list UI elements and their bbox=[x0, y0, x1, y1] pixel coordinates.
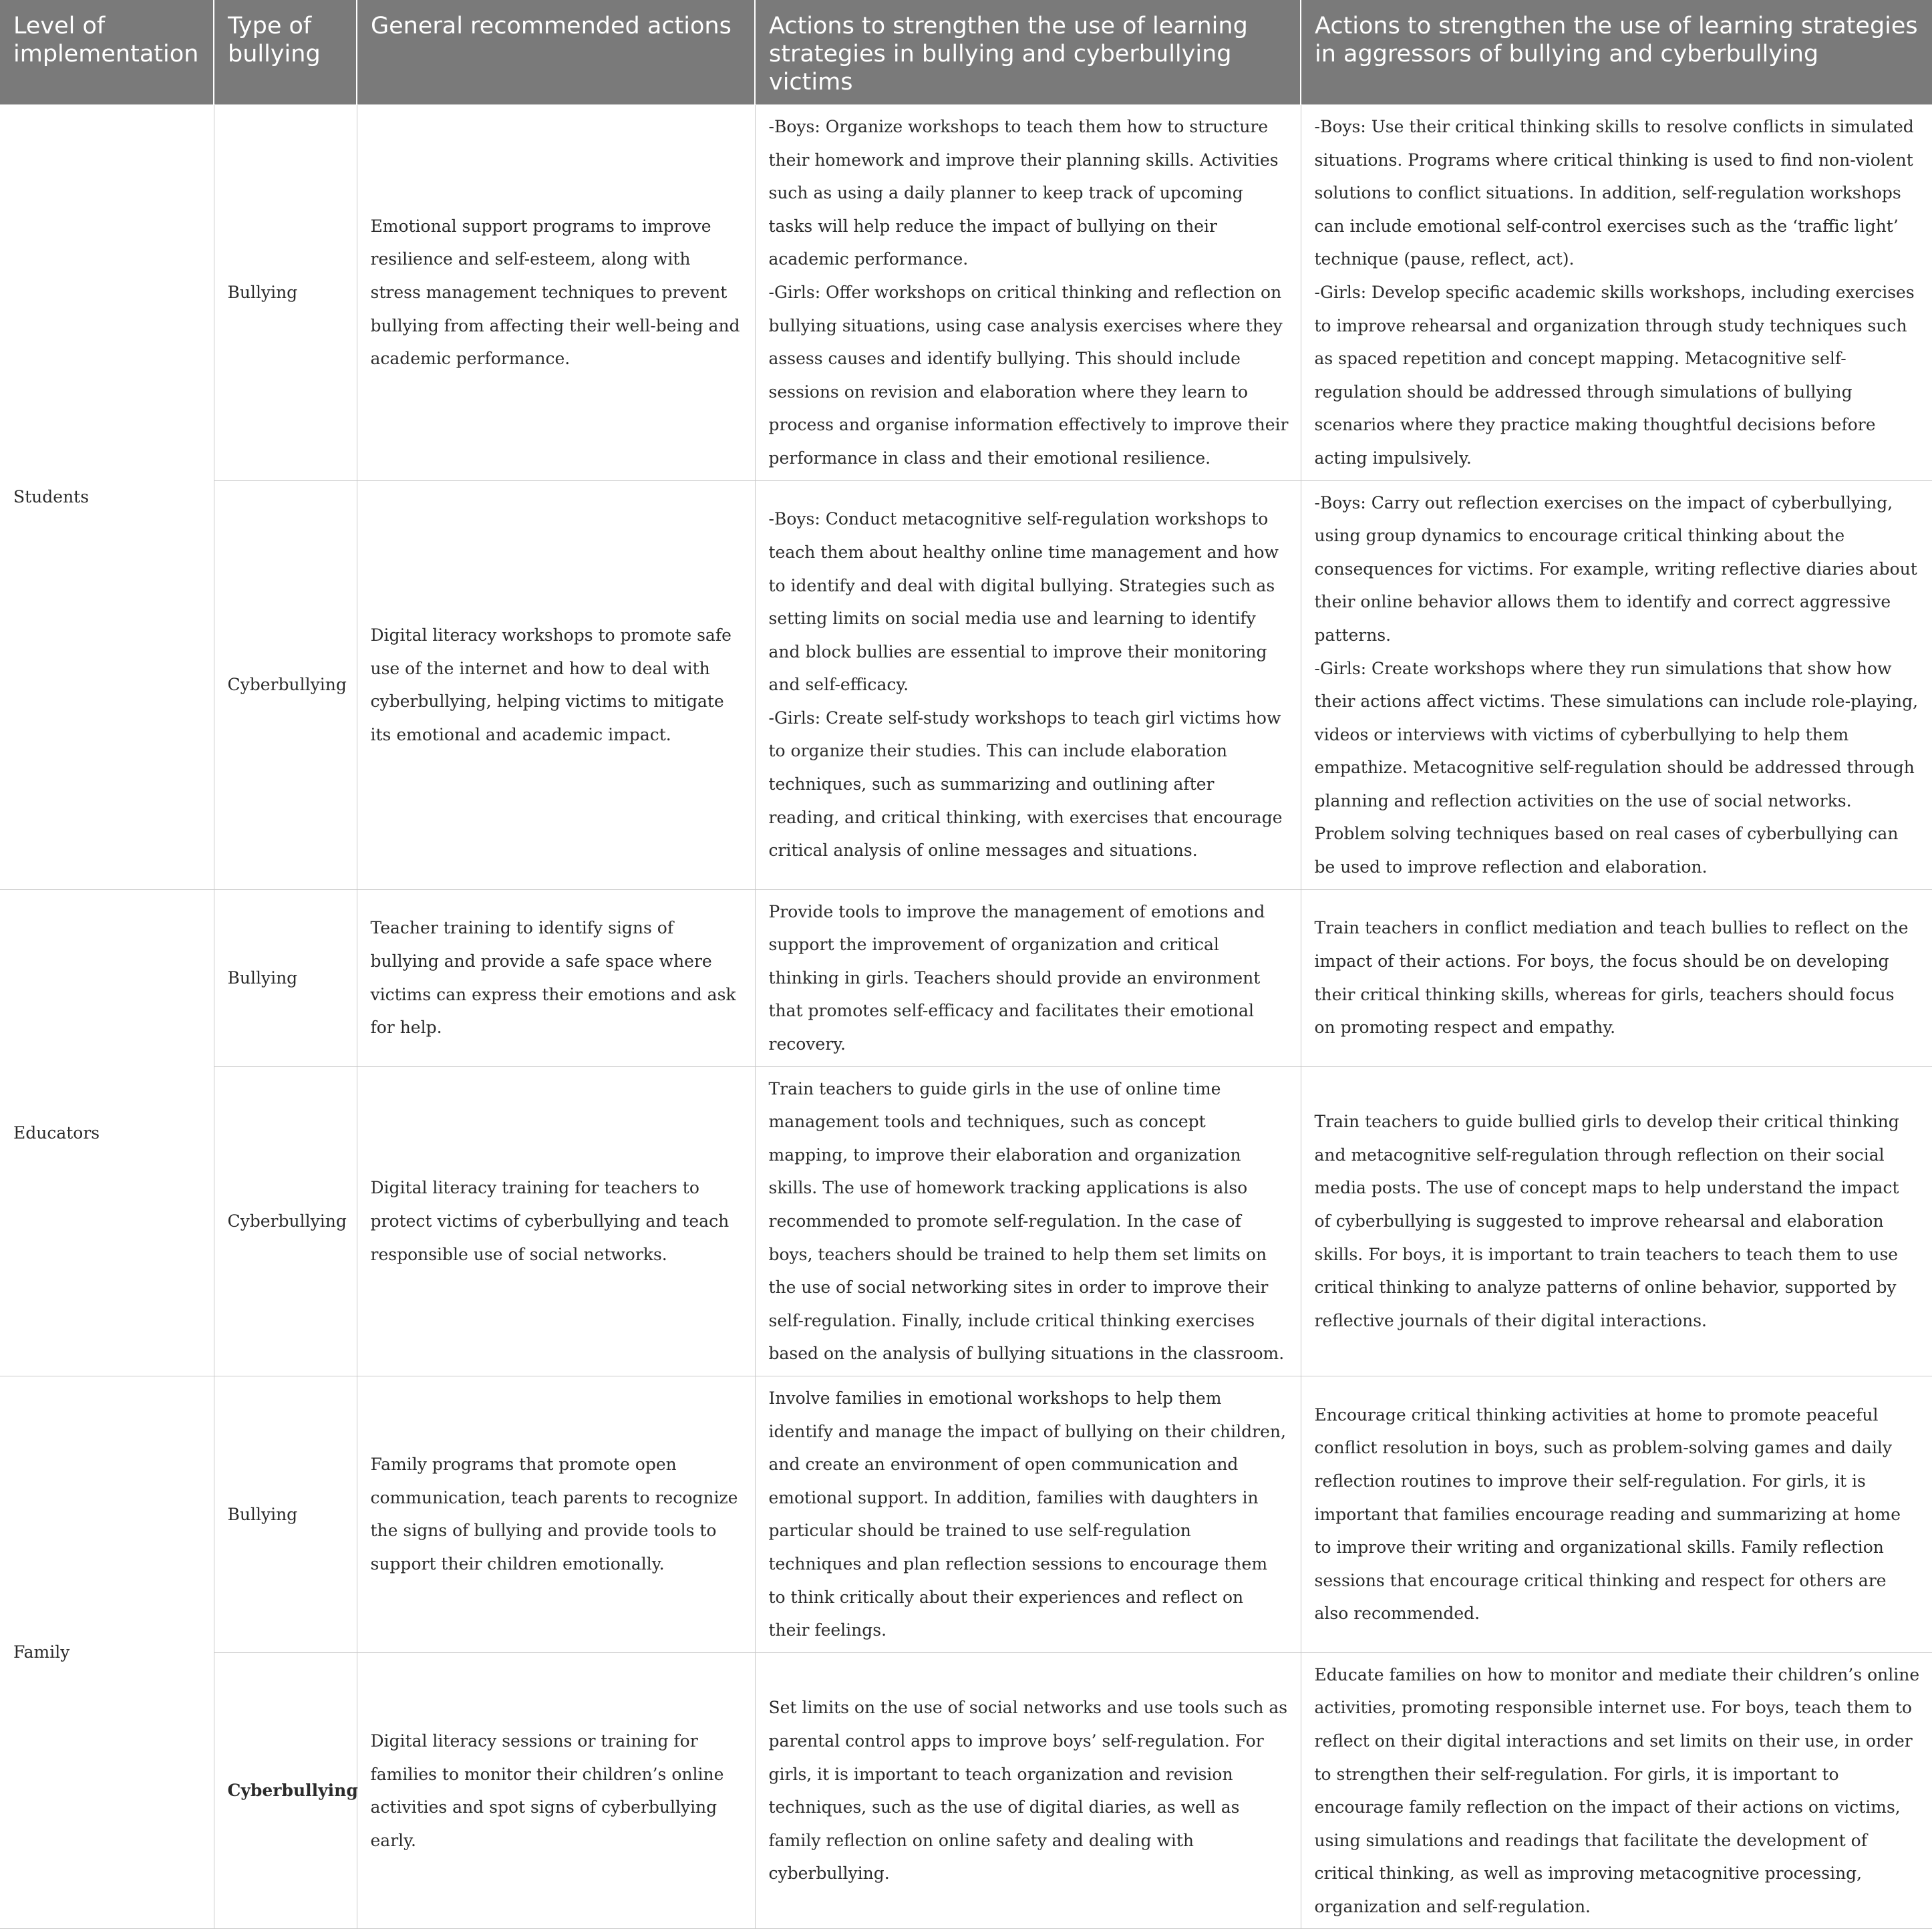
general-cell: Digital literacy workshops to promote safe use of the internet and how to deal with cyberbullying, helping victims to mitigate its emotional and academic impact. bbox=[357, 480, 755, 889]
type-cell: Cyberbullying bbox=[214, 480, 357, 889]
victims-cell bbox=[755, 480, 1301, 889]
aggressors-text: Encourage critical thinking activities at home to promote peaceful conflict resolution in boys, such as problem-solving games and daily reflection routines to improve their self-regulation. For girls, it is important that families encourage reading and summarizing at home to improve their writing and organizational skills. Family reflection sessions that encourage critical thinking and respect for others are also recommended. bbox=[1314, 1404, 1901, 1624]
victims-text: Set limits on the use of social networks and use tools such as parental control apps to improve boys’ self-regulation. For girls, it is important to teach organization and revision techniques, such as the use of digital diaries, as well as family reflection on online safety and dealing with cyberbullying. bbox=[768, 1698, 1288, 1884]
general-cell: Emotional support programs to improve resilience and self-esteem, along with stress management techniques to prevent bullying from affecting their well-being and academic performance. bbox=[357, 105, 755, 481]
level-cell-family: Family bbox=[0, 1376, 214, 1929]
aggressors-text: -Girls: Develop specific academic skills workshops, including exercises to improve rehearsal and organization through study techniques such as spaced repetition and concept mapping. Metacognitive self-regulation should be addressed through simulations of bullying scenarios where they practice making thoughtful decisions before acting impulsively. bbox=[1314, 282, 1915, 468]
aggressors-text: Educate families on how to monitor and mediate their children’s online activities, promoting responsible internet use. For boys, teach them to reflect on their digital interactions and set limits on their use, in order to strengthen their self-regulation. For girls, it is important to encourage family reflection on the impact of their actions on victims, using simulations and readings that facilitate the development of critical thinking, as well as improving metacognitive processing, organization and self-regulation. bbox=[1314, 1664, 1920, 1916]
aggressors-text: Train teachers in conflict mediation and teach bullies to reflect on the impact of their actions. For boys, the focus should be on developing their critical thinking skills, whereas for girls, teachers should focus on promoting respect and empathy. bbox=[1314, 918, 1909, 1038]
aggressors-cell bbox=[1301, 1376, 1932, 1652]
aggressors-cell bbox=[1301, 1066, 1932, 1376]
header-row bbox=[0, 0, 1932, 105]
header-general: General recommended actions bbox=[357, 0, 755, 105]
aggressors-text: Train teachers to guide bullied girls to develop their critical thinking and metacognitive self-regulation through reflection on their social media posts. The use of concept maps to help understand the impact of cyberbullying is suggested to improve rehearsal and elaboration skills. For boys, it is important to train teachers to teach them to use critical thinking to analyze patterns of online behavior, supported by reflective journals of their digital interactions. bbox=[1314, 1112, 1899, 1330]
header-victims: Actions to strengthen the use of learning strategies in bullying and cyberbullying victims bbox=[755, 0, 1301, 105]
type-cell: Cyberbullying bbox=[214, 1066, 357, 1376]
victims-text: Train teachers to guide girls in the use of online time management tools and techniques, such as concept mapping, to improve their elaboration and organization skills. The use of homework tracking applications is also recommended to promote self-regulation. In the case of boys, teachers should be trained to help them set limits on the use of social networking sites in order to improve their self-regulation. Finally, include critical thinking exercises based on the analysis of bullying situations in the classroom. bbox=[768, 1078, 1285, 1364]
type-cell: Bullying bbox=[214, 889, 357, 1066]
victims-text: -Boys: Organize workshops to teach them how to structure their homework and improve their planning skills. Activities such as using a daily planner to keep track of upcoming tasks will help reduce the impact of bullying on their academic performance. bbox=[768, 117, 1279, 269]
general-cell: Family programs that promote open communication, teach parents to recognize the signs of bullying and provide tools to support their children emotionally. bbox=[357, 1376, 755, 1652]
victims-cell bbox=[755, 1066, 1301, 1376]
type-cell: Cyberbullying bbox=[214, 1652, 357, 1929]
aggressors-cell bbox=[1301, 1652, 1932, 1929]
victims-cell bbox=[755, 1376, 1301, 1652]
victims-text: -Boys: Conduct metacognitive self-regulation workshops to teach them about healthy online time management and how to identify and deal with digital bullying. Strategies such as setting limits on social media use and learning to identify and block bullies are essential to improve their monitoring and self-efficacy. bbox=[768, 509, 1279, 695]
type-cell: Bullying bbox=[214, 105, 357, 481]
victims-text: -Girls: Create self-study workshops to teach girl victims how to organize their studies. This can include elaboration techniques, such as summarizing and outlining after reading, and critical thinking, with exercises that encourage critical analysis of online messages and situations. bbox=[768, 708, 1283, 861]
victims-text: -Girls: Offer workshops on critical thinking and reflection on bullying situations, using case analysis exercises where they assess causes and identify bullying. This should include sessions on revision and elaboration where they learn to process and organise information effectively to improve their performance in class and their emotional resilience. bbox=[768, 282, 1289, 468]
general-cell: Teacher training to identify signs of bullying and provide a safe space where victims can express their emotions and ask for help. bbox=[357, 889, 755, 1066]
level-cell-students: Students bbox=[0, 105, 214, 890]
aggressors-text: -Boys: Use their critical thinking skills to resolve conflicts in simulated situations. Programs where critical thinking is used to find non-violent solutions to conflict situations. In addition, self-regulation workshops can include emotional self-control exercises such as the ‘traffic light’ technique (pause, reflect, act). bbox=[1314, 117, 1914, 269]
table-body bbox=[0, 105, 1932, 1929]
aggressors-cell bbox=[1301, 480, 1932, 889]
table-row bbox=[0, 1652, 1932, 1929]
type-cell: Bullying bbox=[214, 1376, 357, 1652]
aggressors-cell bbox=[1301, 105, 1932, 481]
aggressors-text: -Boys: Carry out reflection exercises on the impact of cyberbullying, using group dynamics to encourage critical thinking about the consequences for victims. For example, writing reflective diaries about their online behavior allows them to identify and correct aggressive patterns. bbox=[1314, 492, 1917, 645]
table-row bbox=[0, 105, 1932, 481]
general-cell: Digital literacy training for teachers to protect victims of cyberbullying and teach responsible use of social networks. bbox=[357, 1066, 755, 1376]
table-row bbox=[0, 1376, 1932, 1652]
table-header bbox=[0, 0, 1932, 105]
header-level: Level of implementation bbox=[0, 0, 214, 105]
level-cell-educators: Educators bbox=[0, 889, 214, 1376]
table-row bbox=[0, 1066, 1932, 1376]
victims-text: Provide tools to improve the management of emotions and support the improvement of organization and critical thinking in girls. Teachers should provide an environment that promotes self-efficacy and facilitates their emotional recovery. bbox=[768, 901, 1265, 1054]
aggressors-text: -Girls: Create workshops where they run simulations that show how their actions affect victims. These simulations can include role-playing, videos or interviews with victims of cyberbullying to help them empathize. Metacognitive self-regulation should be addressed through planning and reflection activities on the use of social networks. Problem solving techniques based on real cases of cyberbullying can be used to improve reflection and elaboration. bbox=[1314, 658, 1919, 877]
table-row bbox=[0, 889, 1932, 1066]
header-aggressors: Actions to strengthen the use of learning strategies in aggressors of bullying and cyberbullying bbox=[1301, 0, 1932, 105]
victims-cell bbox=[755, 105, 1301, 481]
aggressors-cell bbox=[1301, 889, 1932, 1066]
header-type: Type of bullying bbox=[214, 0, 357, 105]
table-row bbox=[0, 480, 1932, 889]
victims-cell bbox=[755, 1652, 1301, 1929]
victims-cell bbox=[755, 889, 1301, 1066]
victims-text: Involve families in emotional workshops to help them identify and manage the impact of bullying on their children, and create an environment of open communication and emotional support. In addition, families with daughters in particular should be trained to use self-regulation techniques and plan reflection sessions to encourage them to think critically about their experiences and reflect on their feelings. bbox=[768, 1388, 1286, 1640]
general-cell: Digital literacy sessions or training for families to monitor their children’s online activities and spot signs of cyberbullying early. bbox=[357, 1652, 755, 1929]
